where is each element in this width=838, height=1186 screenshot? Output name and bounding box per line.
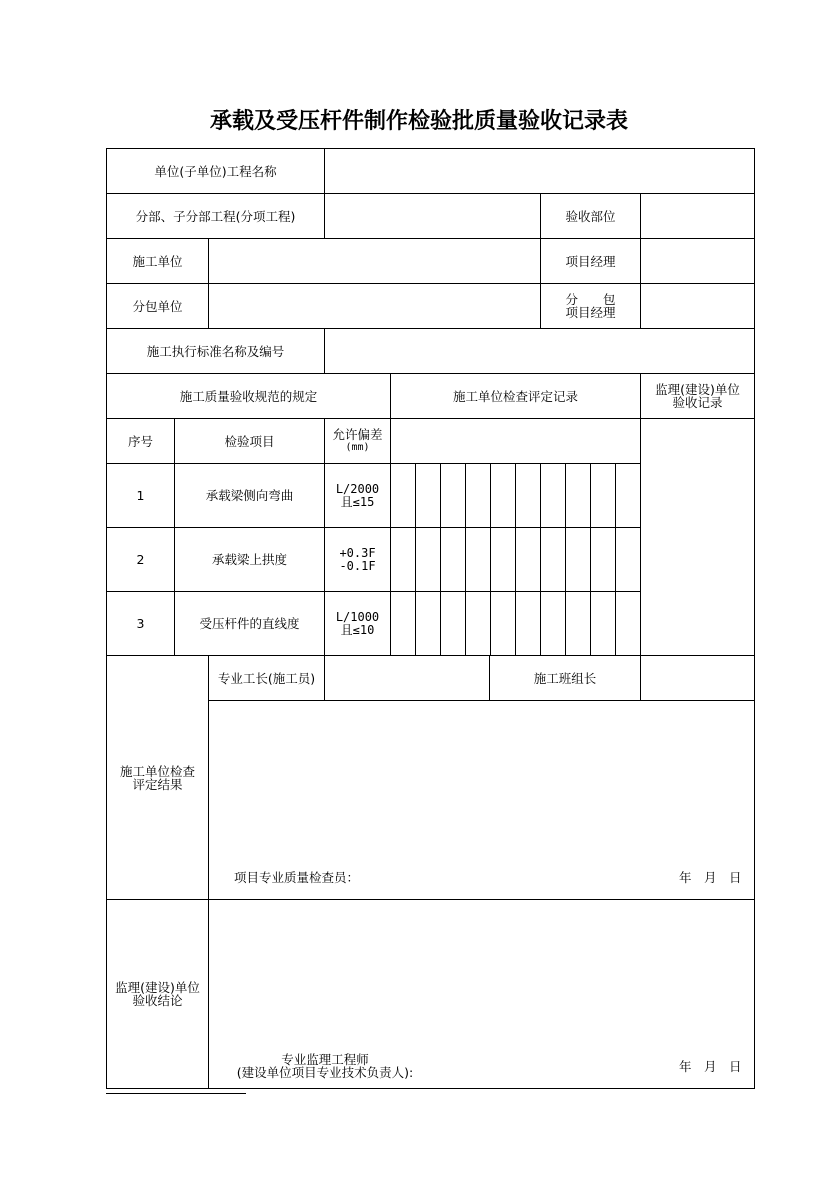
engineer-line2: (建设单位项目专业技术负责人): (236, 1065, 414, 1080)
team-leader-field[interactable] (640, 655, 755, 701)
measurement-cell[interactable] (540, 527, 566, 592)
measurement-cell[interactable] (415, 463, 441, 528)
measurement-cell[interactable] (515, 463, 541, 528)
measurement-cell[interactable] (565, 527, 591, 592)
measurement-cell[interactable] (615, 527, 641, 592)
contractor-record-subheader (390, 418, 641, 464)
measurement-cell[interactable] (540, 591, 566, 656)
contractor-record-header: 施工单位检查评定记录 (390, 373, 641, 419)
item-tolerance (324, 463, 391, 528)
quality-inspector-label: 项目专业质量检查员： (234, 870, 360, 885)
measurement-cell[interactable] (615, 591, 641, 656)
measurement-cell[interactable] (390, 591, 416, 656)
measurement-cell[interactable] (590, 591, 616, 656)
supervisor-record-line1: 监理(建设)单位 (655, 382, 740, 397)
measurement-cell[interactable] (465, 463, 491, 528)
item-seq: 1 (106, 463, 175, 528)
item-name: 受压杆件的直线度 (174, 591, 325, 656)
measurement-cell[interactable] (440, 591, 466, 656)
subcontractor-field[interactable] (208, 283, 541, 329)
measurement-cell[interactable] (390, 463, 416, 528)
supervisor-result-line2: 验收结论 (132, 993, 183, 1008)
sub-pm-label-line2: 项目经理 (565, 305, 616, 320)
contractor-field[interactable] (208, 238, 541, 284)
foreman-label: 专业工长(施工员) (208, 655, 325, 701)
spec-section-header: 施工质量验收规范的规定 (106, 373, 391, 419)
supervisor-date: 年 月 日 (679, 1059, 742, 1074)
measurement-cell[interactable] (515, 527, 541, 592)
measurement-cell[interactable] (415, 527, 441, 592)
standard-label: 施工执行标准名称及编号 (106, 328, 325, 374)
supervising-engineer-label (230, 1053, 420, 1079)
item-tolerance (324, 527, 391, 592)
tolerance-line2: -0.1F (339, 558, 376, 573)
measurement-cell[interactable] (415, 591, 441, 656)
sub-pm-label-line1: 分 包 (565, 292, 616, 307)
seq-column-header: 序号 (106, 418, 175, 464)
tolerance-line2: 且≤10 (340, 622, 375, 637)
measurement-cell[interactable] (590, 463, 616, 528)
tolerance-line1: L/1000 (335, 609, 380, 624)
sub-project-manager-label (540, 283, 641, 329)
measurement-cell[interactable] (465, 527, 491, 592)
contractor-date: 年 月 日 (679, 870, 742, 885)
item-name: 承载梁侧向弯曲 (174, 463, 325, 528)
team-leader-label: 施工班组长 (489, 655, 641, 701)
engineer-line1: 专业监理工程师 (281, 1052, 369, 1067)
measurement-cell[interactable] (490, 591, 516, 656)
supervisor-record-header (640, 373, 755, 419)
tolerance-line1: +0.3F (339, 545, 376, 560)
supervisor-record-field[interactable] (640, 418, 755, 656)
foreman-field[interactable] (324, 655, 490, 701)
tolerance-header-line1: 允许偏差 (332, 427, 383, 442)
sub-project-field[interactable] (324, 193, 541, 239)
project-name-field[interactable] (324, 148, 755, 194)
measurement-cell[interactable] (465, 591, 491, 656)
measurement-cell[interactable] (440, 527, 466, 592)
sub-project-manager-field[interactable] (640, 283, 755, 329)
measurement-cell[interactable] (565, 463, 591, 528)
item-seq: 2 (106, 527, 175, 592)
contractor-result-line1: 施工单位检查 (119, 763, 195, 779)
measurement-cell[interactable] (540, 463, 566, 528)
measurement-cell[interactable] (390, 527, 416, 592)
contractor-label: 施工单位 (106, 238, 209, 284)
tolerance-column-header (324, 418, 391, 464)
form-title: 承载及受压杆件制作检验批质量验收记录表 (209, 108, 628, 134)
contractor-result-label (106, 655, 209, 900)
project-manager-field[interactable] (640, 238, 755, 284)
supervisor-result-line1: 监理(建设)单位 (115, 980, 200, 995)
tolerance-line1: L/2000 (335, 481, 380, 496)
measurement-cell[interactable] (615, 463, 641, 528)
supervisor-result-label (106, 899, 209, 1089)
measurement-cell[interactable] (515, 591, 541, 656)
acceptance-part-field[interactable] (640, 193, 755, 239)
acceptance-part-label: 验收部位 (540, 193, 641, 239)
footnote-rule (106, 1093, 246, 1094)
measurement-cell[interactable] (590, 527, 616, 592)
measurement-cell[interactable] (490, 527, 516, 592)
measurement-cell[interactable] (565, 591, 591, 656)
tolerance-header-line2: (mm) (345, 442, 370, 453)
item-column-header: 检验项目 (174, 418, 325, 464)
tolerance-line2: 且≤15 (340, 494, 375, 509)
standard-field[interactable] (324, 328, 755, 374)
supervisor-record-line2: 验收记录 (672, 395, 723, 410)
measurement-cell[interactable] (490, 463, 516, 528)
item-name: 承载梁上拱度 (174, 527, 325, 592)
subcontractor-label: 分包单位 (106, 283, 209, 329)
project-name-label: 单位(子单位)工程名称 (106, 148, 325, 194)
project-manager-label: 项目经理 (540, 238, 641, 284)
item-tolerance (324, 591, 391, 656)
sub-project-label: 分部、子分部工程(分项工程) (106, 193, 325, 239)
measurement-cell[interactable] (440, 463, 466, 528)
item-seq: 3 (106, 591, 175, 656)
contractor-result-line2: 评定结果 (132, 776, 183, 792)
